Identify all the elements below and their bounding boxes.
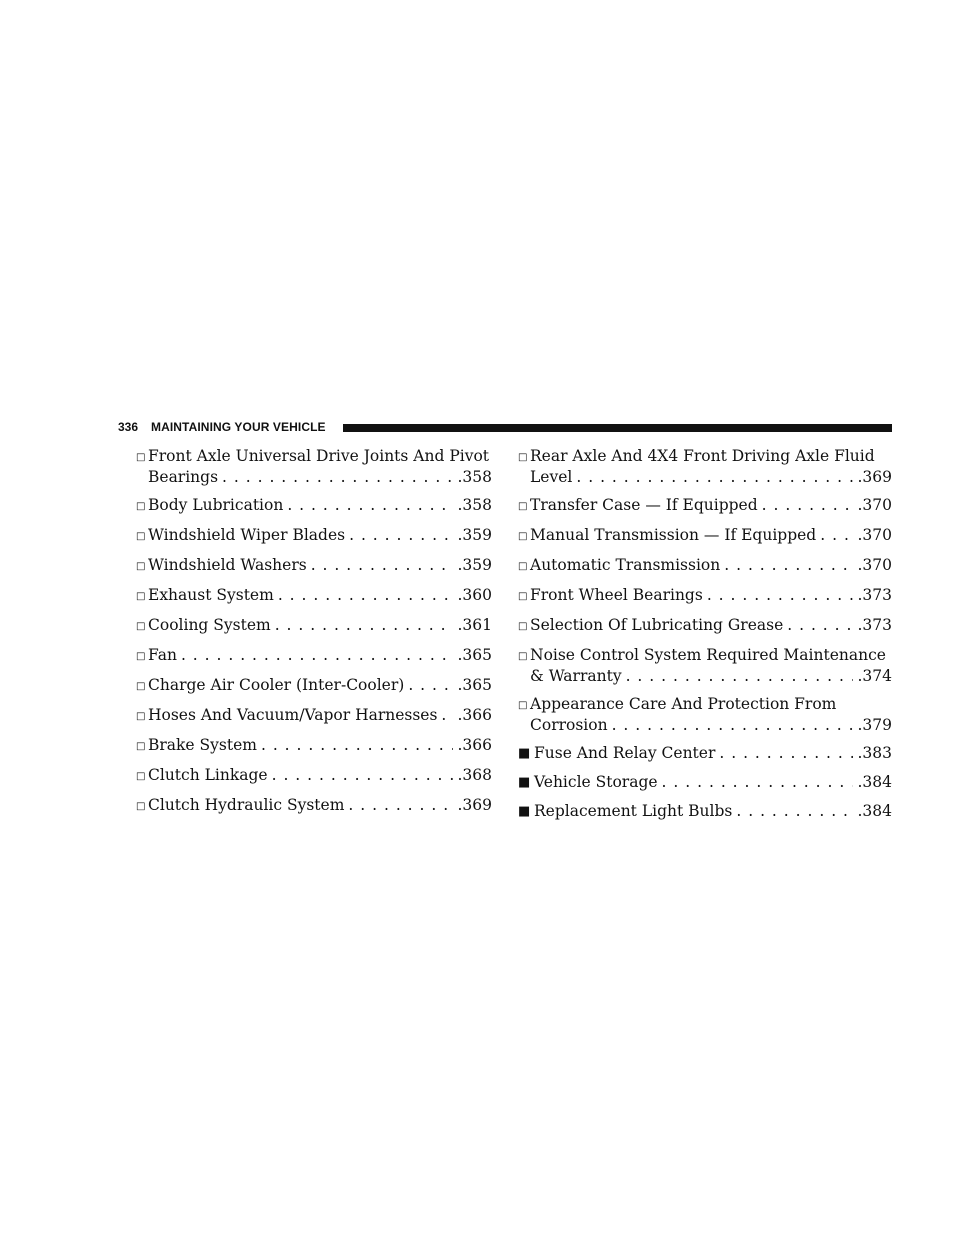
- toc-entry[interactable]: [136, 526, 492, 547]
- open-square-bullet-icon: □: [518, 452, 528, 463]
- dot-leader: [348, 796, 453, 815]
- toc-entry[interactable]: [518, 526, 892, 547]
- toc-entry-title: Front Axle Universal Drive Joints And Pivot: [148, 447, 490, 465]
- toc-entry-title: Charge Air Cooler (Inter-Cooler): [148, 676, 405, 694]
- toc-page-number: .359: [457, 526, 492, 544]
- open-square-bullet-icon: □: [136, 621, 146, 632]
- toc-entry[interactable]: [136, 736, 492, 757]
- toc-entry-title: Front Wheel Bearings: [530, 586, 703, 604]
- toc-entry[interactable]: [136, 447, 492, 487]
- dot-leader: [287, 496, 453, 515]
- toc-page-number: .373: [857, 616, 892, 634]
- toc-entry-title: Windshield Washers: [148, 556, 307, 574]
- toc-page-number: .370: [857, 496, 892, 514]
- toc-page-number: .366: [457, 736, 492, 754]
- dot-leader: [662, 773, 854, 792]
- toc-entry-title: & Warranty: [530, 667, 622, 685]
- toc-left-column: [136, 447, 492, 826]
- filled-square-bullet-icon: ■: [518, 804, 531, 819]
- toc-page-number: .366: [457, 706, 492, 724]
- dot-leader: [762, 496, 854, 515]
- dot-leader: [181, 646, 454, 665]
- open-square-bullet-icon: □: [136, 531, 146, 542]
- open-square-bullet-icon: □: [136, 771, 146, 782]
- dot-leader: [275, 616, 454, 635]
- toc-entry-title: Bearings: [148, 468, 219, 486]
- toc-page-number: .373: [857, 586, 892, 604]
- section-title: MAINTAINING YOUR VEHICLE: [151, 420, 326, 434]
- open-square-bullet-icon: □: [136, 561, 146, 572]
- toc-entry[interactable]: [518, 773, 892, 793]
- filled-square-bullet-icon: ■: [518, 746, 531, 761]
- toc-entry[interactable]: [518, 646, 892, 686]
- dot-leader: [222, 468, 453, 487]
- toc-right-column: [518, 447, 892, 831]
- dot-leader: [278, 586, 454, 605]
- open-square-bullet-icon: □: [518, 700, 528, 711]
- dot-leader: [612, 716, 854, 735]
- open-square-bullet-icon: □: [136, 591, 146, 602]
- toc-entry-title: Cooling System: [148, 616, 271, 634]
- open-square-bullet-icon: □: [136, 501, 146, 512]
- toc-entry-title: Brake System: [148, 736, 257, 754]
- toc-entry[interactable]: [136, 706, 492, 727]
- header-rule: [343, 424, 892, 432]
- open-square-bullet-icon: □: [518, 531, 528, 542]
- dot-leader: [820, 526, 853, 545]
- toc-page-number: .360: [457, 586, 492, 604]
- open-square-bullet-icon: □: [136, 681, 146, 692]
- toc-entry-title: Fuse And Relay Center: [534, 744, 716, 762]
- toc-entry[interactable]: [136, 766, 492, 787]
- open-square-bullet-icon: □: [518, 591, 528, 602]
- toc-entry[interactable]: [136, 556, 492, 577]
- open-square-bullet-icon: □: [518, 501, 528, 512]
- toc-entry-title: Clutch Hydraulic System: [148, 796, 345, 814]
- toc-page-number: .358: [457, 496, 492, 514]
- open-square-bullet-icon: □: [518, 561, 528, 572]
- open-square-bullet-icon: □: [136, 452, 146, 463]
- toc-entry-title: Appearance Care And Protection From: [530, 695, 837, 713]
- toc-entry-title: Level: [530, 468, 573, 486]
- dot-leader: [626, 667, 854, 686]
- toc-page-number: .368: [457, 766, 492, 784]
- page-header: [118, 420, 892, 434]
- toc-entry[interactable]: [136, 586, 492, 607]
- toc-entry[interactable]: [518, 695, 892, 735]
- toc-entry-title: Fan: [148, 646, 177, 664]
- toc-page-number: .384: [857, 773, 892, 791]
- toc-page-number: .370: [857, 556, 892, 574]
- dot-leader: [736, 802, 853, 821]
- dot-leader: [707, 586, 854, 605]
- toc-entry-title: Manual Transmission — If Equipped: [530, 526, 817, 544]
- dot-leader: [311, 556, 454, 575]
- toc-entry-title: Rear Axle And 4X4 Front Driving Axle Fluid: [530, 447, 875, 465]
- toc-entry[interactable]: [136, 676, 492, 697]
- toc-entry-title: Body Lubrication: [148, 496, 284, 514]
- toc-entry-title: Vehicle Storage: [534, 773, 658, 791]
- toc-entry[interactable]: [518, 556, 892, 577]
- open-square-bullet-icon: □: [518, 621, 528, 632]
- toc-entry-title: Windshield Wiper Blades: [148, 526, 346, 544]
- dot-leader: [261, 736, 454, 755]
- toc-page-number: .365: [457, 646, 492, 664]
- toc-page-number: .384: [857, 802, 892, 820]
- toc-page-number: .369: [857, 468, 892, 486]
- toc-entry-title: Selection Of Lubricating Grease: [530, 616, 784, 634]
- toc-entry-title: Hoses And Vacuum/Vapor Harnesses: [148, 706, 438, 724]
- toc-entry[interactable]: [518, 447, 892, 487]
- toc-page-number: .369: [457, 796, 492, 814]
- toc-entry-title: Exhaust System: [148, 586, 274, 604]
- dot-leader: [787, 616, 853, 635]
- toc-entry[interactable]: [136, 796, 492, 817]
- page-number: 336: [118, 420, 139, 434]
- toc-page-number: .361: [457, 616, 492, 634]
- toc-entry-title: Replacement Light Bulbs: [534, 802, 733, 820]
- toc-entry-title: Noise Control System Required Maintenance: [530, 646, 886, 664]
- dot-leader: [349, 526, 453, 545]
- toc-entry-title: Corrosion: [530, 716, 608, 734]
- dot-leader: [441, 706, 453, 725]
- toc-entry[interactable]: [518, 802, 892, 822]
- open-square-bullet-icon: □: [136, 741, 146, 752]
- toc-entry-title: Transfer Case — If Equipped: [530, 496, 758, 514]
- toc-entry[interactable]: [518, 496, 892, 517]
- toc-page-number: .374: [857, 667, 892, 685]
- toc-entry[interactable]: [136, 616, 492, 637]
- dot-leader: [576, 468, 853, 487]
- toc-page-number: .379: [857, 716, 892, 734]
- toc-entry[interactable]: [518, 586, 892, 607]
- toc-page-number: .383: [857, 744, 892, 762]
- open-square-bullet-icon: □: [136, 651, 146, 662]
- toc-entry[interactable]: [136, 646, 492, 667]
- toc-page-number: .359: [457, 556, 492, 574]
- toc-entry[interactable]: [518, 744, 892, 764]
- open-square-bullet-icon: □: [136, 801, 146, 812]
- dot-leader: [408, 676, 453, 695]
- toc-page-number: .365: [457, 676, 492, 694]
- open-square-bullet-icon: □: [518, 651, 528, 662]
- toc-entry-title: Automatic Transmission: [530, 556, 721, 574]
- toc-page-number: .370: [857, 526, 892, 544]
- toc-page-number: .358: [457, 468, 492, 486]
- dot-leader: [724, 556, 853, 575]
- dot-leader: [272, 766, 454, 785]
- open-square-bullet-icon: □: [136, 711, 146, 722]
- toc-entry-title: Clutch Linkage: [148, 766, 268, 784]
- dot-leader: [719, 744, 853, 763]
- filled-square-bullet-icon: ■: [518, 775, 531, 790]
- toc-entry[interactable]: [136, 496, 492, 517]
- toc-entry[interactable]: [518, 616, 892, 637]
